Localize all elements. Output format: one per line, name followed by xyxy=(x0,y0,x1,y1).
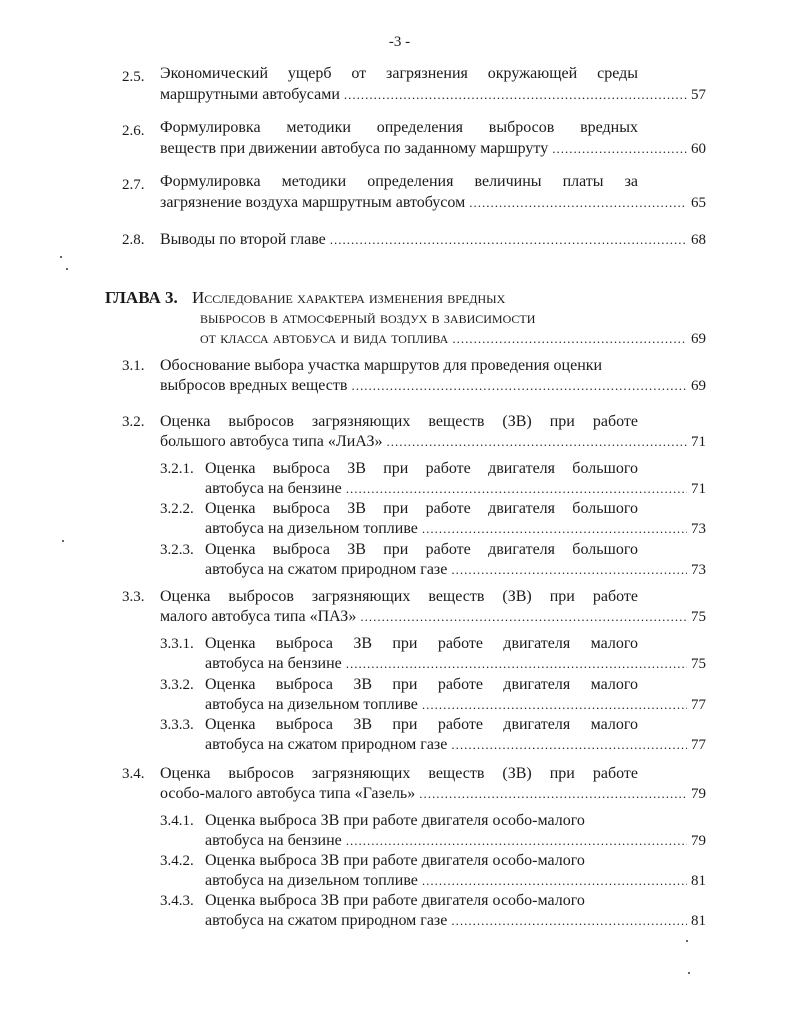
scan-speck xyxy=(686,940,688,942)
page-ref: 69 xyxy=(691,331,706,347)
entry-title-cont: автобуса на сжатом природном газе xyxy=(205,912,448,929)
entry-number: 3.4. xyxy=(122,766,145,782)
entry-title-cont: автобуса на сжатом природном газе xyxy=(205,561,448,578)
entry-title: Формулировка методики определения величины платы за xyxy=(160,173,638,190)
entry-title-cont: автобуса на сжатом природном газе xyxy=(205,736,448,753)
chapter-title: Исследование характера изменения вредных xyxy=(192,288,506,307)
entry-number: 2.6. xyxy=(122,123,145,139)
dot-leader xyxy=(451,911,687,931)
page-ref: 69 xyxy=(691,378,706,394)
entry-title-cont: загрязнение воздуха маршрутным автобусом xyxy=(160,194,466,211)
dot-leader xyxy=(386,432,687,452)
entry-title-cont: большого автобуса типа «ЛиАЗ» xyxy=(160,433,383,450)
page-ref: 71 xyxy=(691,434,706,450)
scan-speck xyxy=(62,540,64,542)
entry-title: Оценка выброса ЗВ при работе двигателя особо-малого xyxy=(205,852,585,869)
entry-title: Оценка выбросов загрязняющих веществ (ЗВ) при работе xyxy=(160,588,638,605)
dot-leader xyxy=(346,831,687,851)
entry-number: 3.3.1. xyxy=(160,636,194,652)
entry-title-cont: маршрутными автобусами xyxy=(160,86,340,103)
page-ref: 65 xyxy=(691,195,706,211)
page-ref: 81 xyxy=(691,873,706,889)
dot-leader xyxy=(452,329,687,349)
entry-title-cont: автобуса на бензине xyxy=(205,480,342,497)
entry-title: Выводы по второй главе xyxy=(160,231,326,248)
entry-title-cont: выбросов вредных веществ xyxy=(160,377,348,394)
entry-title: Экономический ущерб от загрязнения окружающей среды xyxy=(160,65,638,82)
scan-speck xyxy=(688,972,690,974)
page-ref: 79 xyxy=(691,786,706,802)
entry-number: 3.3.2. xyxy=(160,677,194,693)
page-ref: 75 xyxy=(691,656,706,672)
entry-title: Оценка выброса ЗВ при работе двигателя большого xyxy=(205,460,638,477)
dot-leader xyxy=(344,85,687,105)
chapter-label: ГЛАВА 3. xyxy=(105,288,178,307)
dot-leader xyxy=(469,193,687,213)
entry-title: Оценка выброса ЗВ при работе двигателя большого xyxy=(205,541,638,558)
entry-title-cont: автобуса на бензине xyxy=(205,832,342,849)
dot-leader xyxy=(422,871,687,891)
entry-number: 2.8. xyxy=(122,232,145,248)
entry-title: Оценка выброса ЗВ при работе двигателя большого xyxy=(205,500,638,517)
dot-leader xyxy=(451,560,687,580)
entry-number: 3.3.3. xyxy=(160,717,194,733)
entry-title-cont: автобуса на дизельном топливе xyxy=(205,872,418,889)
entry-title-cont: особо-малого автобуса типа «Газель» xyxy=(160,785,416,802)
entry-title: Оценка выброса ЗВ при работе двигателя особо-малого xyxy=(205,812,585,829)
page-ref: 77 xyxy=(691,697,706,713)
entry-title: Обоснование выбора участка маршрутов для проведения оценки xyxy=(160,357,603,374)
dot-leader xyxy=(360,607,687,627)
page-ref: 71 xyxy=(691,481,706,497)
page-ref: 68 xyxy=(691,232,706,248)
page-ref: 57 xyxy=(691,87,706,103)
entry-title-cont: автобуса на дизельном топливе xyxy=(205,696,418,713)
scan-speck xyxy=(66,268,68,270)
entry-number: 3.2. xyxy=(122,414,145,430)
entry-number: 3.1. xyxy=(122,358,145,374)
chapter-title-cont: от класса автобуса и вида топлива xyxy=(200,328,449,347)
scan-speck xyxy=(60,256,62,258)
entry-title-cont: веществ при движении автобуса по заданному маршруту xyxy=(160,140,549,157)
entry-number: 3.2.3. xyxy=(160,542,194,558)
dot-leader xyxy=(451,735,687,755)
entry-title: Оценка выброса ЗВ при работе двигателя малого xyxy=(205,716,638,733)
dot-leader xyxy=(422,519,687,539)
entry-title: Оценка выбросов загрязняющих веществ (ЗВ) при работе xyxy=(160,765,638,782)
entry-number: 3.4.1. xyxy=(160,813,194,829)
entry-title: Оценка выбросов загрязняющих веществ (ЗВ) при работе xyxy=(160,413,638,430)
entry-number: 3.4.2. xyxy=(160,853,194,869)
entry-title-cont: автобуса на дизельном топливе xyxy=(205,520,418,537)
dot-leader xyxy=(419,784,687,804)
entry-number: 3.2.1. xyxy=(160,461,194,477)
entry-title: Оценка выброса ЗВ при работе двигателя малого xyxy=(205,635,638,652)
entry-title-cont: малого автобуса типа «ПАЗ» xyxy=(160,608,357,625)
dot-leader xyxy=(422,695,687,715)
chapter-title-cont: выбросов в атмосферный воздух в зависимости xyxy=(200,308,536,327)
entry-number: 3.2.2. xyxy=(160,501,194,517)
page-ref: 73 xyxy=(691,521,706,537)
page-ref: 77 xyxy=(691,737,706,753)
entry-title: Оценка выброса ЗВ при работе двигателя особо-малого xyxy=(205,892,585,909)
dot-leader xyxy=(346,479,687,499)
dot-leader xyxy=(552,139,687,159)
page-ref: 73 xyxy=(691,562,706,578)
entry-title-cont: автобуса на бензине xyxy=(205,655,342,672)
dot-leader xyxy=(351,376,687,396)
dot-leader xyxy=(346,654,687,674)
entry-number: 2.5. xyxy=(122,69,145,85)
page-number: -3 - xyxy=(388,34,411,50)
entry-title: Формулировка методики определения выбросов вредных xyxy=(160,119,638,136)
entry-number: 3.4.3. xyxy=(160,893,194,909)
page-ref: 79 xyxy=(691,833,706,849)
page-ref: 60 xyxy=(691,141,706,157)
dot-leader xyxy=(330,230,687,250)
page-ref: 81 xyxy=(691,913,706,929)
entry-number: 2.7. xyxy=(122,177,145,193)
entry-title: Оценка выброса ЗВ при работе двигателя малого xyxy=(205,676,638,693)
entry-number: 3.3. xyxy=(122,589,145,605)
page-ref: 75 xyxy=(691,609,706,625)
